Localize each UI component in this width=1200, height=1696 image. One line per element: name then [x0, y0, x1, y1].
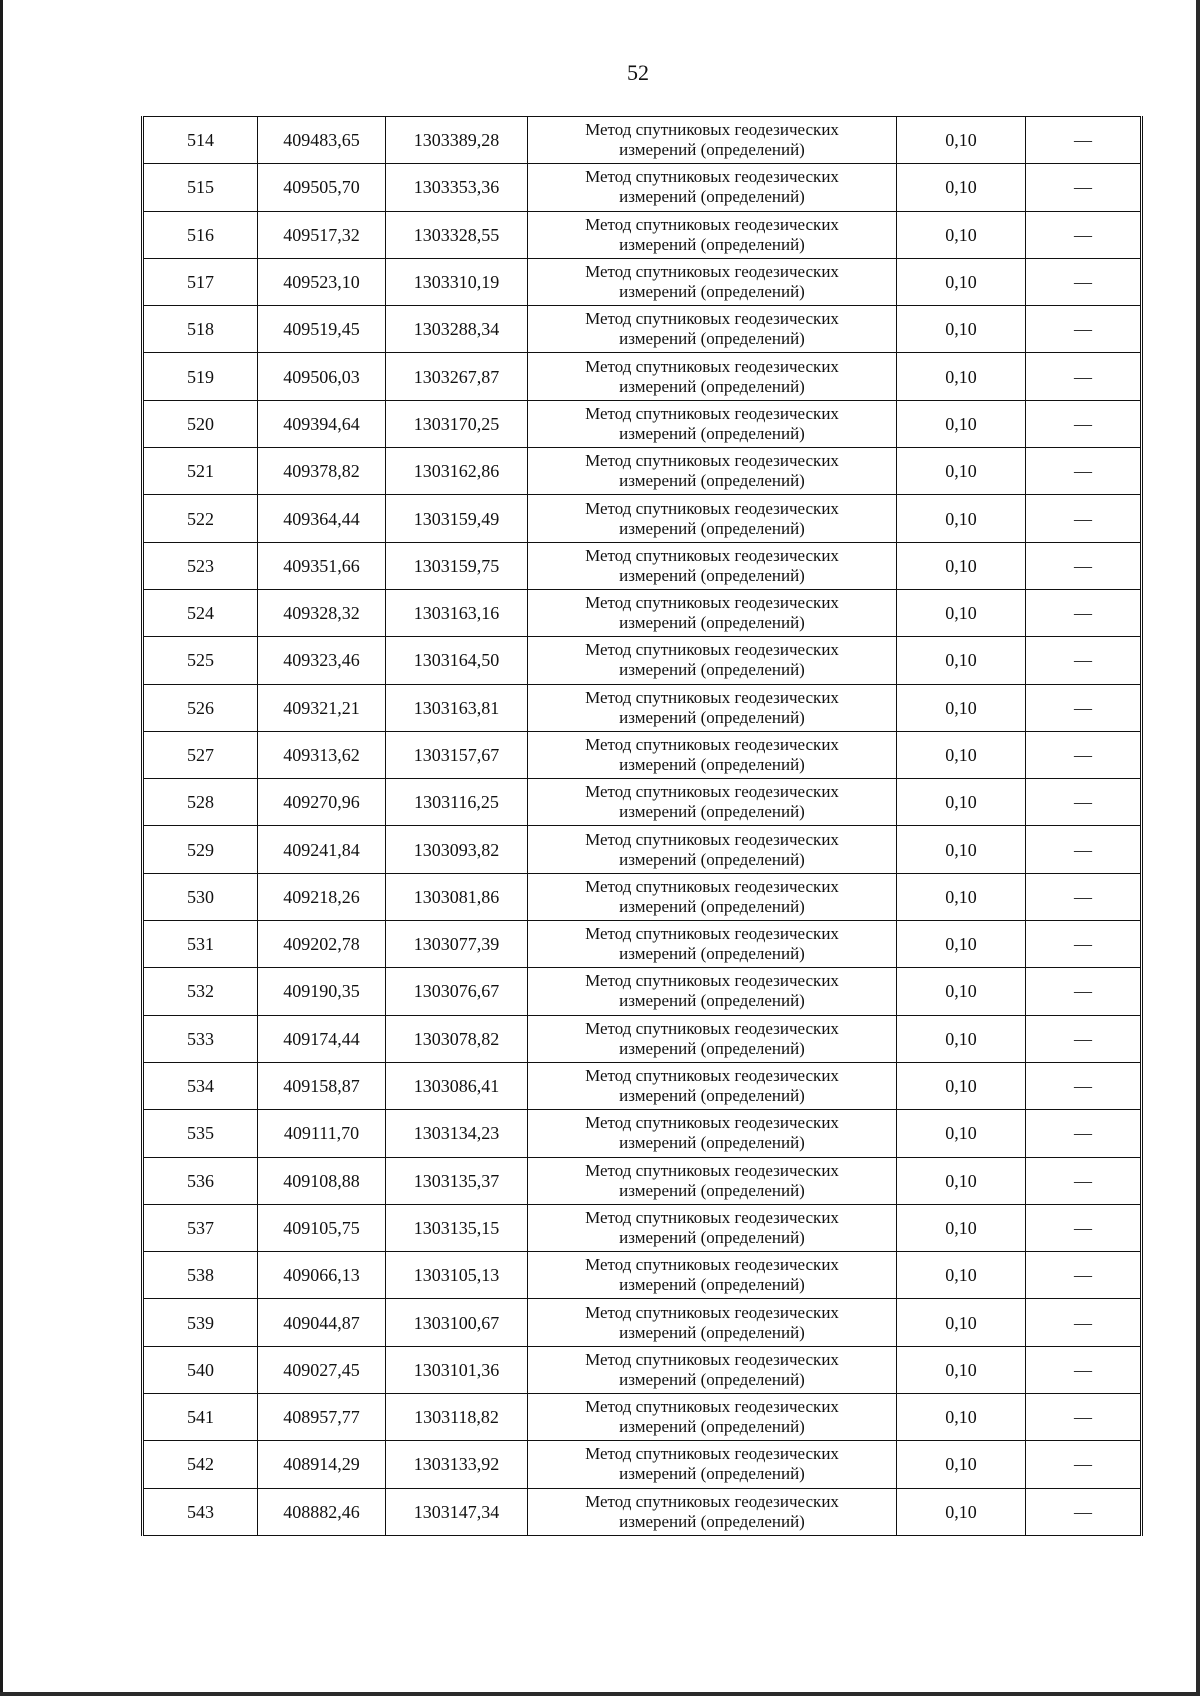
table-row: [143, 968, 1142, 1015]
accuracy-cell: 0,10: [897, 164, 1026, 211]
point-number-cell: 535: [143, 1110, 258, 1157]
note-cell: —: [1026, 495, 1142, 542]
method-line-1: Метод спутниковых геодезических: [585, 1397, 839, 1417]
scan-edge-left: [0, 0, 3, 1696]
note-cell: —: [1026, 1488, 1142, 1535]
point-number-cell: 527: [143, 731, 258, 778]
y-coordinate-cell: 1303135,15: [386, 1204, 528, 1251]
note-cell: —: [1026, 731, 1142, 778]
method-line-2: измерений (определений): [619, 1275, 805, 1295]
note-cell: —: [1026, 968, 1142, 1015]
table-row: [143, 258, 1142, 305]
y-coordinate-cell: 1303288,34: [386, 306, 528, 353]
method-line-2: измерений (определений): [619, 1133, 805, 1153]
table-row: [143, 164, 1142, 211]
point-number-cell: 541: [143, 1394, 258, 1441]
accuracy-cell: 0,10: [897, 495, 1026, 542]
accuracy-cell: 0,10: [897, 1157, 1026, 1204]
y-coordinate-cell: 1303353,36: [386, 164, 528, 211]
point-number-cell: 519: [143, 353, 258, 400]
y-coordinate-cell: 1303078,82: [386, 1015, 528, 1062]
method-line-2: измерений (определений): [619, 329, 805, 349]
table-row: [143, 1015, 1142, 1062]
x-coordinate-cell: 409218,26: [258, 873, 386, 920]
note-cell: —: [1026, 1204, 1142, 1251]
method-cell: [528, 1015, 897, 1062]
note-cell: —: [1026, 1110, 1142, 1157]
y-coordinate-cell: 1303164,50: [386, 637, 528, 684]
method-line-1: Метод спутниковых геодезических: [585, 356, 839, 376]
method-cell: [528, 637, 897, 684]
method-line-1: Метод спутниковых геодезических: [585, 1018, 839, 1038]
method-cell: [528, 1110, 897, 1157]
method-line-2: измерений (определений): [619, 1322, 805, 1342]
method-line-1: Метод спутниковых геодезических: [585, 687, 839, 707]
method-line-2: измерений (определений): [619, 613, 805, 633]
method-line-1: Метод спутниковых геодезических: [585, 403, 839, 423]
method-line-2: измерений (определений): [619, 849, 805, 869]
table-row: [143, 306, 1142, 353]
method-cell: [528, 495, 897, 542]
table-row: [143, 873, 1142, 920]
table-row: [143, 1299, 1142, 1346]
x-coordinate-cell: 409270,96: [258, 779, 386, 826]
method-line-1: Метод спутниковых геодезических: [585, 1444, 839, 1464]
note-cell: —: [1026, 637, 1142, 684]
method-line-2: измерений (определений): [619, 376, 805, 396]
method-line-2: измерений (определений): [619, 896, 805, 916]
note-cell: —: [1026, 1157, 1142, 1204]
table-row: [143, 1394, 1142, 1441]
method-cell: [528, 731, 897, 778]
accuracy-cell: 0,10: [897, 1441, 1026, 1488]
method-cell: [528, 448, 897, 495]
y-coordinate-cell: 1303100,67: [386, 1299, 528, 1346]
y-coordinate-cell: 1303159,75: [386, 542, 528, 589]
y-coordinate-cell: 1303170,25: [386, 400, 528, 447]
point-number-cell: 538: [143, 1252, 258, 1299]
point-number-cell: 543: [143, 1488, 258, 1535]
method-cell: [528, 779, 897, 826]
note-cell: —: [1026, 164, 1142, 211]
note-cell: —: [1026, 400, 1142, 447]
table-row: [143, 1488, 1142, 1535]
method-cell: [528, 826, 897, 873]
accuracy-cell: 0,10: [897, 448, 1026, 495]
method-line-2: измерений (определений): [619, 1086, 805, 1106]
table-row: [143, 921, 1142, 968]
note-cell: —: [1026, 1299, 1142, 1346]
method-line-1: Метод спутниковых геодезических: [585, 593, 839, 613]
method-cell: [528, 1062, 897, 1109]
accuracy-cell: 0,10: [897, 258, 1026, 305]
table-row: [143, 1346, 1142, 1393]
accuracy-cell: 0,10: [897, 731, 1026, 778]
accuracy-cell: 0,10: [897, 353, 1026, 400]
table-row: [143, 1204, 1142, 1251]
method-line-2: измерений (определений): [619, 187, 805, 207]
table-row: [143, 637, 1142, 684]
x-coordinate-cell: 408914,29: [258, 1441, 386, 1488]
note-cell: —: [1026, 779, 1142, 826]
method-line-2: измерений (определений): [619, 1417, 805, 1437]
method-cell: [528, 921, 897, 968]
x-coordinate-cell: 409517,32: [258, 211, 386, 258]
method-cell: [528, 400, 897, 447]
table-row: [143, 1252, 1142, 1299]
accuracy-cell: 0,10: [897, 779, 1026, 826]
x-coordinate-cell: 409190,35: [258, 968, 386, 1015]
method-cell: [528, 1394, 897, 1441]
point-number-cell: 531: [143, 921, 258, 968]
note-cell: —: [1026, 211, 1142, 258]
method-line-1: Метод спутниковых геодезических: [585, 640, 839, 660]
accuracy-cell: 0,10: [897, 1299, 1026, 1346]
table-row: [143, 826, 1142, 873]
method-line-2: измерений (определений): [619, 140, 805, 160]
accuracy-cell: 0,10: [897, 542, 1026, 589]
method-cell: [528, 684, 897, 731]
accuracy-cell: 0,10: [897, 400, 1026, 447]
method-cell: [528, 211, 897, 258]
accuracy-cell: 0,10: [897, 921, 1026, 968]
point-number-cell: 537: [143, 1204, 258, 1251]
accuracy-cell: 0,10: [897, 117, 1026, 164]
coordinates-table: [141, 116, 1143, 1536]
table-row: [143, 400, 1142, 447]
point-number-cell: 536: [143, 1157, 258, 1204]
method-line-1: Метод спутниковых геодезических: [585, 1349, 839, 1369]
method-cell: [528, 1252, 897, 1299]
note-cell: —: [1026, 448, 1142, 495]
accuracy-cell: 0,10: [897, 684, 1026, 731]
accuracy-cell: 0,10: [897, 1110, 1026, 1157]
method-line-2: измерений (определений): [619, 707, 805, 727]
method-cell: [528, 164, 897, 211]
method-line-1: Метод спутниковых геодезических: [585, 1491, 839, 1511]
x-coordinate-cell: 409105,75: [258, 1204, 386, 1251]
x-coordinate-cell: 409523,10: [258, 258, 386, 305]
y-coordinate-cell: 1303086,41: [386, 1062, 528, 1109]
x-coordinate-cell: 409241,84: [258, 826, 386, 873]
method-line-1: Метод спутниковых геодезических: [585, 1066, 839, 1086]
table-row: [143, 684, 1142, 731]
x-coordinate-cell: 409158,87: [258, 1062, 386, 1109]
note-cell: —: [1026, 542, 1142, 589]
note-cell: —: [1026, 117, 1142, 164]
method-line-2: измерений (определений): [619, 1464, 805, 1484]
method-line-1: Метод спутниковых геодезических: [585, 971, 839, 991]
method-line-1: Метод спутниковых геодезических: [585, 876, 839, 896]
point-number-cell: 529: [143, 826, 258, 873]
method-cell: [528, 542, 897, 589]
note-cell: —: [1026, 921, 1142, 968]
accuracy-cell: 0,10: [897, 637, 1026, 684]
accuracy-cell: 0,10: [897, 1204, 1026, 1251]
y-coordinate-cell: 1303093,82: [386, 826, 528, 873]
x-coordinate-cell: 409378,82: [258, 448, 386, 495]
x-coordinate-cell: 409519,45: [258, 306, 386, 353]
y-coordinate-cell: 1303076,67: [386, 968, 528, 1015]
note-cell: —: [1026, 258, 1142, 305]
method-line-2: измерений (определений): [619, 991, 805, 1011]
accuracy-cell: 0,10: [897, 1346, 1026, 1393]
x-coordinate-cell: 409351,66: [258, 542, 386, 589]
accuracy-cell: 0,10: [897, 1488, 1026, 1535]
method-cell: [528, 1441, 897, 1488]
method-cell: [528, 1488, 897, 1535]
coordinates-table-wrapper: [141, 116, 1140, 1536]
accuracy-cell: 0,10: [897, 1252, 1026, 1299]
y-coordinate-cell: 1303081,86: [386, 873, 528, 920]
point-number-cell: 523: [143, 542, 258, 589]
accuracy-cell: 0,10: [897, 968, 1026, 1015]
note-cell: —: [1026, 1394, 1142, 1441]
method-line-1: Метод спутниковых геодезических: [585, 214, 839, 234]
method-line-2: измерений (определений): [619, 565, 805, 585]
method-line-2: измерений (определений): [619, 282, 805, 302]
table-row: [143, 731, 1142, 778]
method-line-2: измерений (определений): [619, 1180, 805, 1200]
point-number-cell: 534: [143, 1062, 258, 1109]
accuracy-cell: 0,10: [897, 306, 1026, 353]
method-line-1: Метод спутниковых геодезических: [585, 451, 839, 471]
point-number-cell: 530: [143, 873, 258, 920]
accuracy-cell: 0,10: [897, 1394, 1026, 1441]
x-coordinate-cell: 409027,45: [258, 1346, 386, 1393]
table-row: [143, 448, 1142, 495]
x-coordinate-cell: 408882,46: [258, 1488, 386, 1535]
table-row: [143, 1110, 1142, 1157]
x-coordinate-cell: 409202,78: [258, 921, 386, 968]
method-cell: [528, 117, 897, 164]
accuracy-cell: 0,10: [897, 1015, 1026, 1062]
scan-edge-right: [1196, 0, 1200, 1696]
method-line-1: Метод спутниковых геодезических: [585, 1113, 839, 1133]
y-coordinate-cell: 1303163,81: [386, 684, 528, 731]
note-cell: —: [1026, 684, 1142, 731]
y-coordinate-cell: 1303118,82: [386, 1394, 528, 1441]
method-line-2: измерений (определений): [619, 1369, 805, 1389]
y-coordinate-cell: 1303389,28: [386, 117, 528, 164]
method-line-1: Метод спутниковых геодезических: [585, 262, 839, 282]
table-row: [143, 117, 1142, 164]
method-cell: [528, 353, 897, 400]
y-coordinate-cell: 1303267,87: [386, 353, 528, 400]
y-coordinate-cell: 1303147,34: [386, 1488, 528, 1535]
note-cell: —: [1026, 1015, 1142, 1062]
note-cell: —: [1026, 1252, 1142, 1299]
point-number-cell: 514: [143, 117, 258, 164]
y-coordinate-cell: 1303116,25: [386, 779, 528, 826]
x-coordinate-cell: 409364,44: [258, 495, 386, 542]
point-number-cell: 518: [143, 306, 258, 353]
x-coordinate-cell: 409506,03: [258, 353, 386, 400]
point-number-cell: 528: [143, 779, 258, 826]
note-cell: —: [1026, 873, 1142, 920]
method-cell: [528, 589, 897, 636]
x-coordinate-cell: 409108,88: [258, 1157, 386, 1204]
method-line-2: измерений (определений): [619, 1038, 805, 1058]
x-coordinate-cell: 409328,32: [258, 589, 386, 636]
method-line-2: измерений (определений): [619, 802, 805, 822]
table-row: [143, 779, 1142, 826]
method-line-1: Метод спутниковых геодезических: [585, 1207, 839, 1227]
accuracy-cell: 0,10: [897, 826, 1026, 873]
point-number-cell: 521: [143, 448, 258, 495]
x-coordinate-cell: 408957,77: [258, 1394, 386, 1441]
table-row: [143, 542, 1142, 589]
note-cell: —: [1026, 826, 1142, 873]
x-coordinate-cell: 409321,21: [258, 684, 386, 731]
method-line-2: измерений (определений): [619, 755, 805, 774]
point-number-cell: 526: [143, 684, 258, 731]
method-line-1: Метод спутниковых геодезических: [585, 120, 839, 140]
point-number-cell: 520: [143, 400, 258, 447]
x-coordinate-cell: 409044,87: [258, 1299, 386, 1346]
method-line-1: Метод спутниковых геодезических: [585, 309, 839, 329]
method-line-1: Метод спутниковых геодезических: [585, 498, 839, 518]
method-line-1: Метод спутниковых геодезических: [585, 167, 839, 187]
method-line-2: измерений (определений): [619, 660, 805, 680]
x-coordinate-cell: 409483,65: [258, 117, 386, 164]
method-line-1: Метод спутниковых геодезических: [585, 1302, 839, 1322]
table-row: [143, 1441, 1142, 1488]
point-number-cell: 539: [143, 1299, 258, 1346]
y-coordinate-cell: 1303135,37: [386, 1157, 528, 1204]
x-coordinate-cell: 409174,44: [258, 1015, 386, 1062]
point-number-cell: 517: [143, 258, 258, 305]
point-number-cell: 533: [143, 1015, 258, 1062]
method-line-1: Метод спутниковых геодезических: [585, 1160, 839, 1180]
table-row: [143, 495, 1142, 542]
point-number-cell: 524: [143, 589, 258, 636]
method-line-2: измерений (определений): [619, 234, 805, 254]
point-number-cell: 532: [143, 968, 258, 1015]
y-coordinate-cell: 1303105,13: [386, 1252, 528, 1299]
method-line-2: измерений (определений): [619, 944, 805, 964]
y-coordinate-cell: 1303157,67: [386, 731, 528, 778]
accuracy-cell: 0,10: [897, 1062, 1026, 1109]
table-row: [143, 353, 1142, 400]
page-number: 52: [627, 60, 649, 85]
x-coordinate-cell: 409066,13: [258, 1252, 386, 1299]
y-coordinate-cell: 1303133,92: [386, 1441, 528, 1488]
method-cell: [528, 968, 897, 1015]
accuracy-cell: 0,10: [897, 873, 1026, 920]
x-coordinate-cell: 409505,70: [258, 164, 386, 211]
table-row: [143, 1062, 1142, 1109]
method-line-1: Метод спутниковых геодезических: [585, 829, 839, 849]
y-coordinate-cell: 1303162,86: [386, 448, 528, 495]
point-number-cell: 515: [143, 164, 258, 211]
y-coordinate-cell: 1303077,39: [386, 921, 528, 968]
method-line-2: измерений (определений): [619, 1511, 805, 1531]
x-coordinate-cell: 409111,70: [258, 1110, 386, 1157]
note-cell: —: [1026, 1346, 1142, 1393]
note-cell: —: [1026, 589, 1142, 636]
method-line-1: Метод спутниковых геодезических: [585, 545, 839, 565]
y-coordinate-cell: 1303159,49: [386, 495, 528, 542]
method-cell: [528, 1346, 897, 1393]
method-line-2: измерений (определений): [619, 1227, 805, 1247]
method-line-2: измерений (определений): [619, 423, 805, 443]
method-line-1: Метод спутниковых геодезических: [585, 782, 839, 802]
method-cell: [528, 873, 897, 920]
accuracy-cell: 0,10: [897, 589, 1026, 636]
table-row: [143, 211, 1142, 258]
point-number-cell: 516: [143, 211, 258, 258]
point-number-cell: 540: [143, 1346, 258, 1393]
method-cell: [528, 1157, 897, 1204]
method-cell: [528, 1299, 897, 1346]
table-row: [143, 1157, 1142, 1204]
table-body: [143, 117, 1142, 1536]
method-cell: [528, 306, 897, 353]
point-number-cell: 525: [143, 637, 258, 684]
point-number-cell: 522: [143, 495, 258, 542]
note-cell: —: [1026, 306, 1142, 353]
y-coordinate-cell: 1303328,55: [386, 211, 528, 258]
x-coordinate-cell: 409323,46: [258, 637, 386, 684]
y-coordinate-cell: 1303310,19: [386, 258, 528, 305]
scan-edge-bottom: [0, 1692, 1200, 1696]
method-line-1: Метод спутниковых геодезических: [585, 924, 839, 944]
method-line-1: Метод спутниковых геодезических: [585, 1255, 839, 1275]
point-number-cell: 542: [143, 1441, 258, 1488]
method-line-2: измерений (определений): [619, 471, 805, 491]
method-cell: [528, 1204, 897, 1251]
table-row: [143, 589, 1142, 636]
note-cell: —: [1026, 1062, 1142, 1109]
y-coordinate-cell: 1303163,16: [386, 589, 528, 636]
method-line-1: Метод спутниковых геодезических: [585, 735, 839, 754]
x-coordinate-cell: 409394,64: [258, 400, 386, 447]
x-coordinate-cell: 409313,62: [258, 731, 386, 778]
note-cell: —: [1026, 353, 1142, 400]
accuracy-cell: 0,10: [897, 211, 1026, 258]
note-cell: —: [1026, 1441, 1142, 1488]
y-coordinate-cell: 1303101,36: [386, 1346, 528, 1393]
method-line-2: измерений (определений): [619, 518, 805, 538]
method-cell: [528, 258, 897, 305]
y-coordinate-cell: 1303134,23: [386, 1110, 528, 1157]
